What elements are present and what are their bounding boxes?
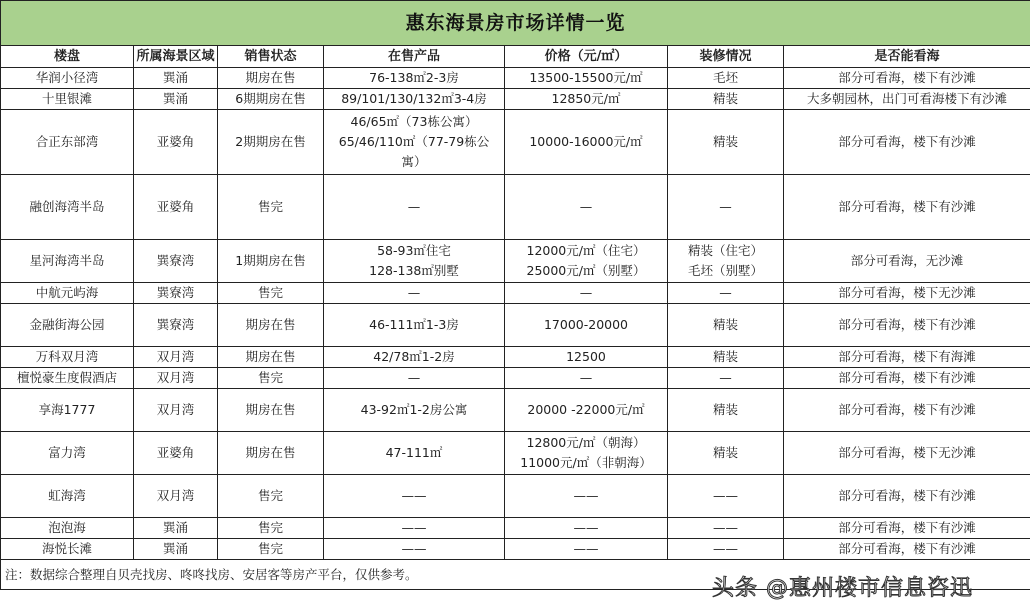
- cell-price: [505, 389, 668, 432]
- cell-text: 双月湾: [156, 488, 195, 503]
- cell-products: [324, 389, 505, 432]
- cell-text: 25000元/㎡（别墅）: [526, 263, 646, 278]
- cell-sea-view: [784, 432, 1030, 475]
- cell-sea-view: [784, 68, 1030, 89]
- cell-price: [505, 368, 668, 389]
- cell-text: ——: [573, 541, 599, 556]
- cell-text: 20000 -22000元/㎡: [527, 402, 645, 417]
- cell-text: 售完: [257, 541, 283, 556]
- column-header-sea-view: 是否能看海: [784, 46, 1030, 68]
- cell-region: [134, 518, 218, 539]
- cell-decoration: [668, 175, 784, 240]
- cell-price: [505, 475, 668, 518]
- cell-region: [134, 475, 218, 518]
- cell-text: 17000-20000: [543, 317, 629, 332]
- cell-price: [505, 68, 668, 89]
- cell-text: 47-111㎡: [385, 445, 443, 460]
- cell-text: 十里银滩: [41, 91, 92, 106]
- cell-sales-status: [218, 240, 324, 283]
- cell-sea-view: [784, 240, 1030, 283]
- cell-project: [1, 68, 134, 89]
- cell-text: 部分可看海，无沙滩: [850, 253, 964, 268]
- table-row: [1, 283, 1030, 304]
- cell-text: 双月湾: [156, 402, 195, 417]
- cell-text: 中航元屿海: [35, 285, 99, 300]
- cell-text: 万科双月湾: [35, 349, 99, 364]
- cell-text: ——: [573, 488, 599, 503]
- column-header-decoration: 装修情况: [668, 46, 784, 68]
- watermark: 头条 @惠州楼市信息咨迅: [712, 576, 973, 601]
- table-row: [1, 368, 1030, 389]
- cell-products: [324, 240, 505, 283]
- cell-text: ——: [713, 488, 738, 503]
- cell-region: [134, 175, 218, 240]
- table-body: [1, 68, 1030, 560]
- cell-region: [134, 89, 218, 110]
- cell-text: 精装: [712, 91, 738, 106]
- cell-text: 58-93㎡住宅: [377, 243, 451, 258]
- cell-text: 部分可看海，楼下有沙滩: [838, 402, 976, 417]
- column-header-sales-status: 销售状态: [218, 46, 324, 68]
- cell-text: 期房在售: [245, 317, 296, 332]
- cell-sea-view: [784, 389, 1030, 432]
- cell-text: 海悦长滩: [41, 541, 92, 556]
- cell-price: [505, 432, 668, 475]
- cell-sea-view: [784, 175, 1030, 240]
- cell-text: 星河海湾半岛: [29, 253, 105, 268]
- table-row: [1, 518, 1030, 539]
- cell-products: [324, 283, 505, 304]
- cell-text: 精装: [712, 317, 738, 332]
- cell-text: 巽涌: [162, 70, 188, 85]
- cell-text: 亚婆角: [156, 445, 195, 460]
- cell-text: 毛坯（别墅）: [687, 263, 763, 278]
- table-title: 惠东海景房市场详情一览: [1, 1, 1030, 46]
- table-row: [1, 68, 1030, 89]
- cell-text: 亚婆角: [156, 134, 195, 149]
- cell-sea-view: [784, 304, 1030, 347]
- cell-text: —: [719, 199, 732, 214]
- cell-text: 檀悦豪生度假酒店: [16, 370, 117, 385]
- cell-sales-status: [218, 539, 324, 560]
- table-row: [1, 539, 1030, 560]
- cell-text: 部分可看海，楼下有沙滩: [838, 488, 976, 503]
- cell-text: —: [407, 199, 421, 214]
- cell-text: —: [579, 370, 593, 385]
- cell-text: 46/65㎡（73栋公寓）: [350, 114, 478, 129]
- cell-text: 富力湾: [48, 445, 86, 460]
- cell-products: [324, 432, 505, 475]
- cell-text: 10000-16000元/㎡: [529, 134, 643, 149]
- cell-text: 部分可看海，楼下有沙滩: [838, 70, 976, 85]
- cell-sales-status: [218, 518, 324, 539]
- column-header-project: 楼盘: [1, 46, 134, 68]
- cell-text: 精装: [712, 134, 738, 149]
- cell-text: —: [719, 370, 732, 385]
- cell-decoration: [668, 432, 784, 475]
- cell-text: 6期期房在售: [235, 91, 306, 106]
- cell-decoration: [668, 240, 784, 283]
- cell-project: [1, 539, 134, 560]
- cell-sea-view: [784, 518, 1030, 539]
- table-row: [1, 175, 1030, 240]
- cell-project: [1, 432, 134, 475]
- column-header-region: 所属海景区域: [134, 46, 218, 68]
- cell-products: [324, 89, 505, 110]
- cell-text: —: [579, 199, 593, 214]
- cell-text: 享海1777: [38, 402, 96, 417]
- cell-text: —: [719, 285, 732, 300]
- cell-text: —: [579, 285, 593, 300]
- cell-text: 13500-15500元/㎡: [529, 70, 643, 85]
- cell-text: 巽涌: [162, 520, 188, 535]
- cell-sea-view: [784, 110, 1030, 175]
- cell-price: [505, 304, 668, 347]
- cell-text: 65/46/110㎡（77-79栋公: [338, 134, 490, 149]
- cell-sales-status: [218, 432, 324, 475]
- cell-project: [1, 347, 134, 368]
- cell-region: [134, 283, 218, 304]
- cell-products: [324, 304, 505, 347]
- cell-text: 大多朝园林，出门可看海楼下有沙滩: [807, 91, 1008, 106]
- cell-project: [1, 175, 134, 240]
- cell-project: [1, 304, 134, 347]
- cell-text: 期房在售: [245, 402, 296, 417]
- cell-text: 2期期房在售: [235, 134, 306, 149]
- cell-decoration: [668, 89, 784, 110]
- cell-text: 128-138㎡别墅: [369, 263, 459, 278]
- cell-text: 寓）: [401, 154, 427, 169]
- cell-text: ——: [713, 541, 738, 556]
- cell-text: 售完: [257, 488, 283, 503]
- cell-text: 12800元/㎡（朝海）: [526, 435, 646, 450]
- cell-text: 售完: [257, 285, 283, 300]
- cell-text: 76-138㎡2-3房: [369, 70, 459, 85]
- cell-text: 双月湾: [156, 370, 195, 385]
- cell-text: 售完: [257, 370, 283, 385]
- cell-decoration: [668, 539, 784, 560]
- cell-text: 部分可看海，楼下无沙滩: [838, 445, 976, 460]
- cell-text: 部分可看海，楼下有沙滩: [838, 317, 976, 332]
- cell-sales-status: [218, 175, 324, 240]
- cell-text: 巽涌: [162, 541, 188, 556]
- cell-text: 46-111㎡1-3房: [369, 317, 459, 332]
- cell-price: [505, 539, 668, 560]
- cell-price: [505, 283, 668, 304]
- cell-decoration: [668, 518, 784, 539]
- cell-project: [1, 518, 134, 539]
- cell-sea-view: [784, 475, 1030, 518]
- cell-text: 11000元/㎡（非朝海）: [520, 455, 652, 470]
- cell-text: ——: [713, 520, 738, 535]
- cell-text: 精装: [712, 402, 738, 417]
- cell-project: [1, 89, 134, 110]
- cell-text: 部分可看海，楼下有海滩: [838, 349, 976, 364]
- cell-text: 期房在售: [245, 70, 296, 85]
- cell-sales-status: [218, 68, 324, 89]
- cell-text: 毛坯: [712, 70, 738, 85]
- table-row: [1, 347, 1030, 368]
- cell-products: [324, 347, 505, 368]
- table-row: [1, 89, 1030, 110]
- cell-text: ——: [573, 520, 599, 535]
- cell-decoration: [668, 389, 784, 432]
- cell-products: [324, 68, 505, 89]
- cell-sea-view: [784, 283, 1030, 304]
- cell-text: 部分可看海，楼下无沙滩: [838, 285, 976, 300]
- cell-text: 部分可看海，楼下有沙滩: [838, 134, 976, 149]
- cell-text: 12500: [566, 349, 606, 364]
- cell-text: 12000元/㎡（住宅）: [526, 243, 646, 258]
- cell-text: 巽寮湾: [156, 285, 195, 300]
- cell-sales-status: [218, 368, 324, 389]
- table-row: [1, 389, 1030, 432]
- cell-text: —: [407, 285, 421, 300]
- cell-region: [134, 68, 218, 89]
- cell-region: [134, 240, 218, 283]
- cell-products: [324, 110, 505, 175]
- cell-sales-status: [218, 283, 324, 304]
- cell-text: 期房在售: [245, 445, 296, 460]
- cell-project: [1, 389, 134, 432]
- cell-region: [134, 347, 218, 368]
- cell-region: [134, 110, 218, 175]
- cell-products: [324, 518, 505, 539]
- table-row: [1, 304, 1030, 347]
- cell-text: 巽寮湾: [156, 253, 195, 268]
- cell-project: [1, 475, 134, 518]
- header-row: [1, 46, 1030, 68]
- cell-text: 部分可看海，楼下有沙滩: [838, 370, 976, 385]
- table-row: [1, 240, 1030, 283]
- cell-price: [505, 347, 668, 368]
- footnote: 注：数据综合整理自贝壳找房、咚咚找房、安居客等房产平台，仅供参考。: [1, 560, 1030, 590]
- cell-text: 43-92㎡1-2房公寓: [360, 402, 468, 417]
- cell-sales-status: [218, 389, 324, 432]
- cell-project: [1, 240, 134, 283]
- cell-text: 售完: [257, 199, 283, 214]
- cell-text: 泡泡海: [48, 520, 86, 535]
- cell-text: 巽涌: [162, 91, 188, 106]
- cell-decoration: [668, 475, 784, 518]
- cell-products: [324, 475, 505, 518]
- cell-text: 融创海湾半岛: [29, 199, 105, 214]
- cell-text: ——: [401, 541, 427, 556]
- cell-decoration: [668, 110, 784, 175]
- cell-text: 精装（住宅）: [687, 243, 763, 258]
- column-header-products: 在售产品: [324, 46, 505, 68]
- cell-text: 售完: [257, 520, 283, 535]
- cell-sales-status: [218, 110, 324, 175]
- cell-region: [134, 368, 218, 389]
- cell-text: 华润小径湾: [35, 70, 99, 85]
- cell-text: 部分可看海，楼下有沙滩: [838, 541, 976, 556]
- cell-region: [134, 539, 218, 560]
- cell-sales-status: [218, 347, 324, 368]
- cell-text: —: [407, 370, 421, 385]
- cell-text: 亚婆角: [156, 199, 195, 214]
- cell-region: [134, 432, 218, 475]
- cell-region: [134, 304, 218, 347]
- cell-text: 89/101/130/132㎡3-4房: [341, 91, 487, 106]
- cell-sea-view: [784, 368, 1030, 389]
- cell-decoration: [668, 347, 784, 368]
- cell-sales-status: [218, 89, 324, 110]
- cell-text: ——: [401, 488, 427, 503]
- table-row: [1, 475, 1030, 518]
- cell-products: [324, 539, 505, 560]
- cell-products: [324, 368, 505, 389]
- cell-text: 合正东部湾: [35, 134, 99, 149]
- cell-text: 期房在售: [245, 349, 296, 364]
- cell-project: [1, 110, 134, 175]
- cell-text: 虹海湾: [48, 488, 86, 503]
- cell-text: 部分可看海，楼下有沙滩: [838, 520, 976, 535]
- cell-decoration: [668, 68, 784, 89]
- cell-price: [505, 240, 668, 283]
- cell-price: [505, 175, 668, 240]
- cell-text: 1期期房在售: [235, 253, 306, 268]
- cell-text: 巽寮湾: [156, 317, 195, 332]
- cell-price: [505, 89, 668, 110]
- cell-project: [1, 283, 134, 304]
- cell-text: 双月湾: [156, 349, 195, 364]
- cell-price: [505, 110, 668, 175]
- cell-sea-view: [784, 539, 1030, 560]
- cell-sea-view: [784, 347, 1030, 368]
- cell-decoration: [668, 283, 784, 304]
- cell-text: 12850元/㎡: [551, 91, 621, 106]
- cell-text: 精装: [712, 445, 738, 460]
- cell-text: 部分可看海，楼下有沙滩: [838, 199, 976, 214]
- cell-project: [1, 368, 134, 389]
- cell-text: ——: [401, 520, 427, 535]
- cell-text: 精装: [712, 349, 738, 364]
- cell-price: [505, 518, 668, 539]
- cell-sales-status: [218, 304, 324, 347]
- cell-sea-view: [784, 89, 1030, 110]
- cell-text: 42/78㎡1-2房: [373, 349, 455, 364]
- table-row: [1, 432, 1030, 475]
- cell-text: 金融街海公园: [29, 317, 105, 332]
- cell-decoration: [668, 368, 784, 389]
- cell-region: [134, 389, 218, 432]
- cell-sales-status: [218, 475, 324, 518]
- column-header-price: 价格（元/㎡）: [505, 46, 668, 68]
- table-row: [1, 110, 1030, 175]
- cell-products: [324, 175, 505, 240]
- cell-decoration: [668, 304, 784, 347]
